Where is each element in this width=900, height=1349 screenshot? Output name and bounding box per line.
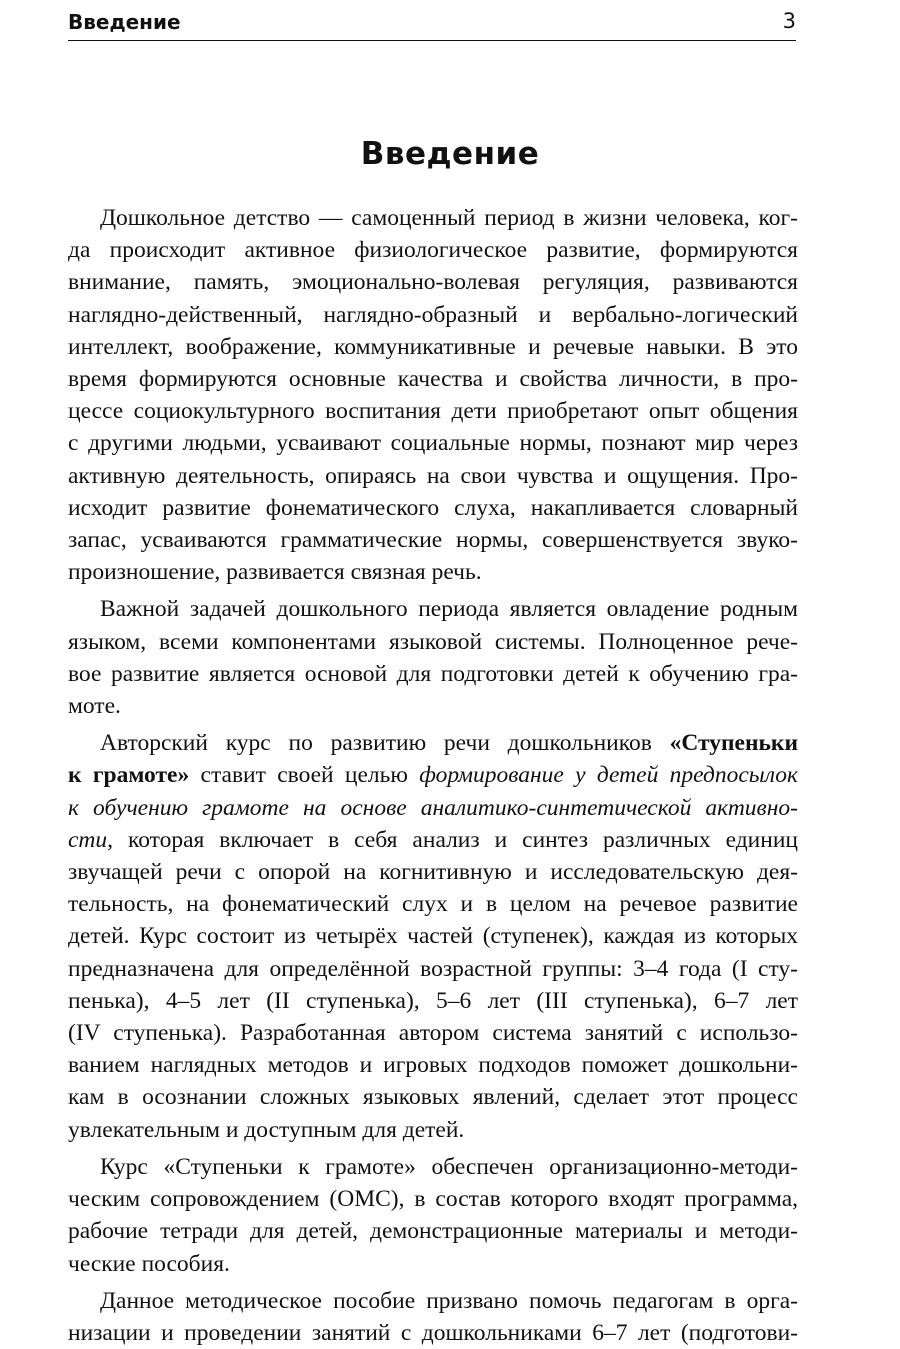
text-line: (IV ступенька). Разработанная автором система занятий с использо-: [68, 1020, 798, 1047]
text-line: ческим сопровождением (ОМС), в состав которого входят программа,: [68, 1186, 798, 1213]
goal-italic: формирование у детей предпосылок: [419, 762, 798, 789]
text-line: Важной задачей дошкольного периода является овладение родным: [100, 596, 798, 623]
page-number: 3: [782, 9, 796, 33]
text-line: моте.: [68, 693, 121, 720]
text-line: произношение, развивается связная речь.: [68, 559, 482, 586]
text-line: [68, 824, 798, 856]
text-line: наглядно-действенный, наглядно-образный и вербально-логический: [68, 301, 798, 328]
text-line: да происходит активное физиологическое развитие, формируются: [68, 237, 798, 264]
text-run: ставит своей целью: [189, 762, 420, 789]
paragraph-1: [68, 202, 798, 588]
course-name-bold: «Ступеньки: [669, 730, 798, 757]
text-line: запас, усваиваются грамматические нормы, совершенствуется звуко-: [68, 527, 798, 554]
text-line: ческие пособия.: [68, 1250, 230, 1277]
text-line: Дошкольное детство — самоценный период в жизни человека, ког-: [100, 205, 798, 231]
text-line: детей. Курс состоит из четырёх частей (ступенек), каждая из которых: [68, 923, 798, 950]
text-line: интеллект, воображение, коммуникативные и речевые навыки. В это: [68, 333, 798, 360]
text-line: цессе социокультурного воспитания дети приобретают опыт общения: [68, 398, 798, 425]
course-name-bold: к грамоте»: [68, 762, 190, 789]
text-line: кам в осознании сложных языковых явлений, сделает этот процесс: [68, 1084, 798, 1111]
text-line: [68, 792, 798, 824]
text-line: исходит развитие фонематического слуха, накапливается словарный: [68, 494, 798, 521]
goal-italic: к обучению грамоте на основе аналитико-синтетической активно-: [68, 794, 798, 821]
text-line: активную деятельность, опираясь на свои чувства и ощущения. Про-: [68, 462, 798, 489]
text-run: Авторский курс по развитию речи дошкольников: [100, 730, 670, 757]
paragraph-2: [68, 593, 798, 722]
text-line: увлекательным и доступным для детей.: [68, 1116, 465, 1143]
text-line: с другими людьми, усваивают социальные нормы, познают мир через: [68, 430, 798, 457]
text-line: языком, всеми компонентами языковой системы. Полноценное рече-: [68, 628, 798, 655]
text-line: звучащей речи с опорой на когнитивную и исследовательскую дея-: [68, 859, 798, 886]
running-header: [68, 6, 796, 41]
text-line: пенька), 4–5 лет (II ступенька), 5–6 лет (III ступенька), 6–7 лет: [68, 987, 798, 1014]
text-line: тельность, на фонематический слух и в целом на речевое развитие: [68, 891, 798, 918]
text-line: внимание, память, эмоционально-волевая регуляция, развиваются: [68, 269, 798, 296]
paragraph-3: [68, 727, 798, 1146]
text-line: Данное методическое пособие призвано помочь педагогам в орга-: [100, 1287, 798, 1314]
paragraph-4: [68, 1151, 798, 1280]
text-line: время формируются основные качества и свойства личности, в про-: [68, 366, 798, 393]
text-line: Курс «Ступеньки к грамоте» обеспечен организационно-методи-: [100, 1153, 798, 1180]
text-run: , которая включает в себя анализ и синтез различных единиц: [107, 826, 798, 853]
text-line: ванием наглядных методов и игровых подходов поможет дошкольни-: [68, 1052, 798, 1079]
text-line: рабочие тетради для детей, демонстрационные материалы и методи-: [68, 1218, 798, 1245]
text-line: [68, 759, 798, 791]
text-line: предназначена для определённой возрастной группы: 3–4 года (I сту-: [68, 955, 798, 982]
chapter-title: Введение: [360, 136, 540, 172]
body-text: [68, 202, 798, 1349]
text-line: вое развитие является основой для подготовки детей к обучению гра-: [68, 660, 798, 687]
text-line: [68, 727, 798, 759]
paragraph-5: [68, 1285, 798, 1349]
goal-italic: сти: [68, 826, 108, 853]
running-title: Введение: [68, 10, 181, 34]
text-line: низации и проведении занятий с дошкольниками 6–7 лет (подготови-: [68, 1319, 798, 1346]
